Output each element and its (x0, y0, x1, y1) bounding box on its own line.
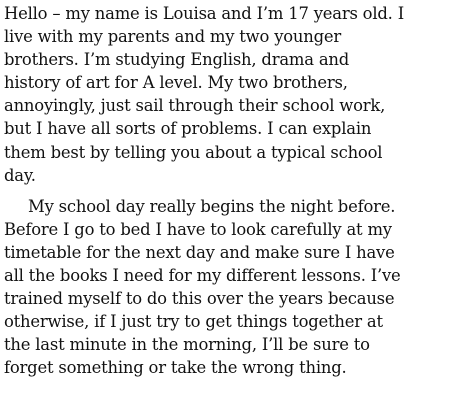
text-line: My school day really begins the night before. (28, 196, 396, 216)
text-line: annoyingly, just sail through their school work, (4, 96, 386, 116)
text-line: brothers. I’m studying English, drama and (4, 50, 350, 70)
text-line: the last minute in the morning, I’ll be sure to (4, 335, 370, 355)
text-line: forget something or take the wrong thing. (4, 358, 347, 378)
text-line: live with my parents and my two younger (4, 27, 342, 47)
text-line: Before I go to bed I have to look carefully at my (4, 219, 392, 239)
text-line: Hello – my name is Louisa and I’m 17 years old. I (4, 4, 404, 23)
text-line: them best by telling you about a typical school (4, 142, 383, 162)
text-line: history of art for A level. My two brothers, (4, 73, 348, 93)
text-line: but I have all sorts of problems. I can explain (4, 119, 372, 139)
text-line: day. (4, 165, 36, 185)
text-line: trained myself to do this over the years because (4, 289, 395, 309)
paragraph-1 (4, 2, 462, 187)
text-line: all the books I need for my different lessons. I’ve (4, 266, 401, 286)
paragraph-2 (4, 195, 462, 380)
text-line: otherwise, if I just try to get things together at (4, 312, 383, 332)
text-line: timetable for the next day and make sure I have (4, 242, 395, 262)
